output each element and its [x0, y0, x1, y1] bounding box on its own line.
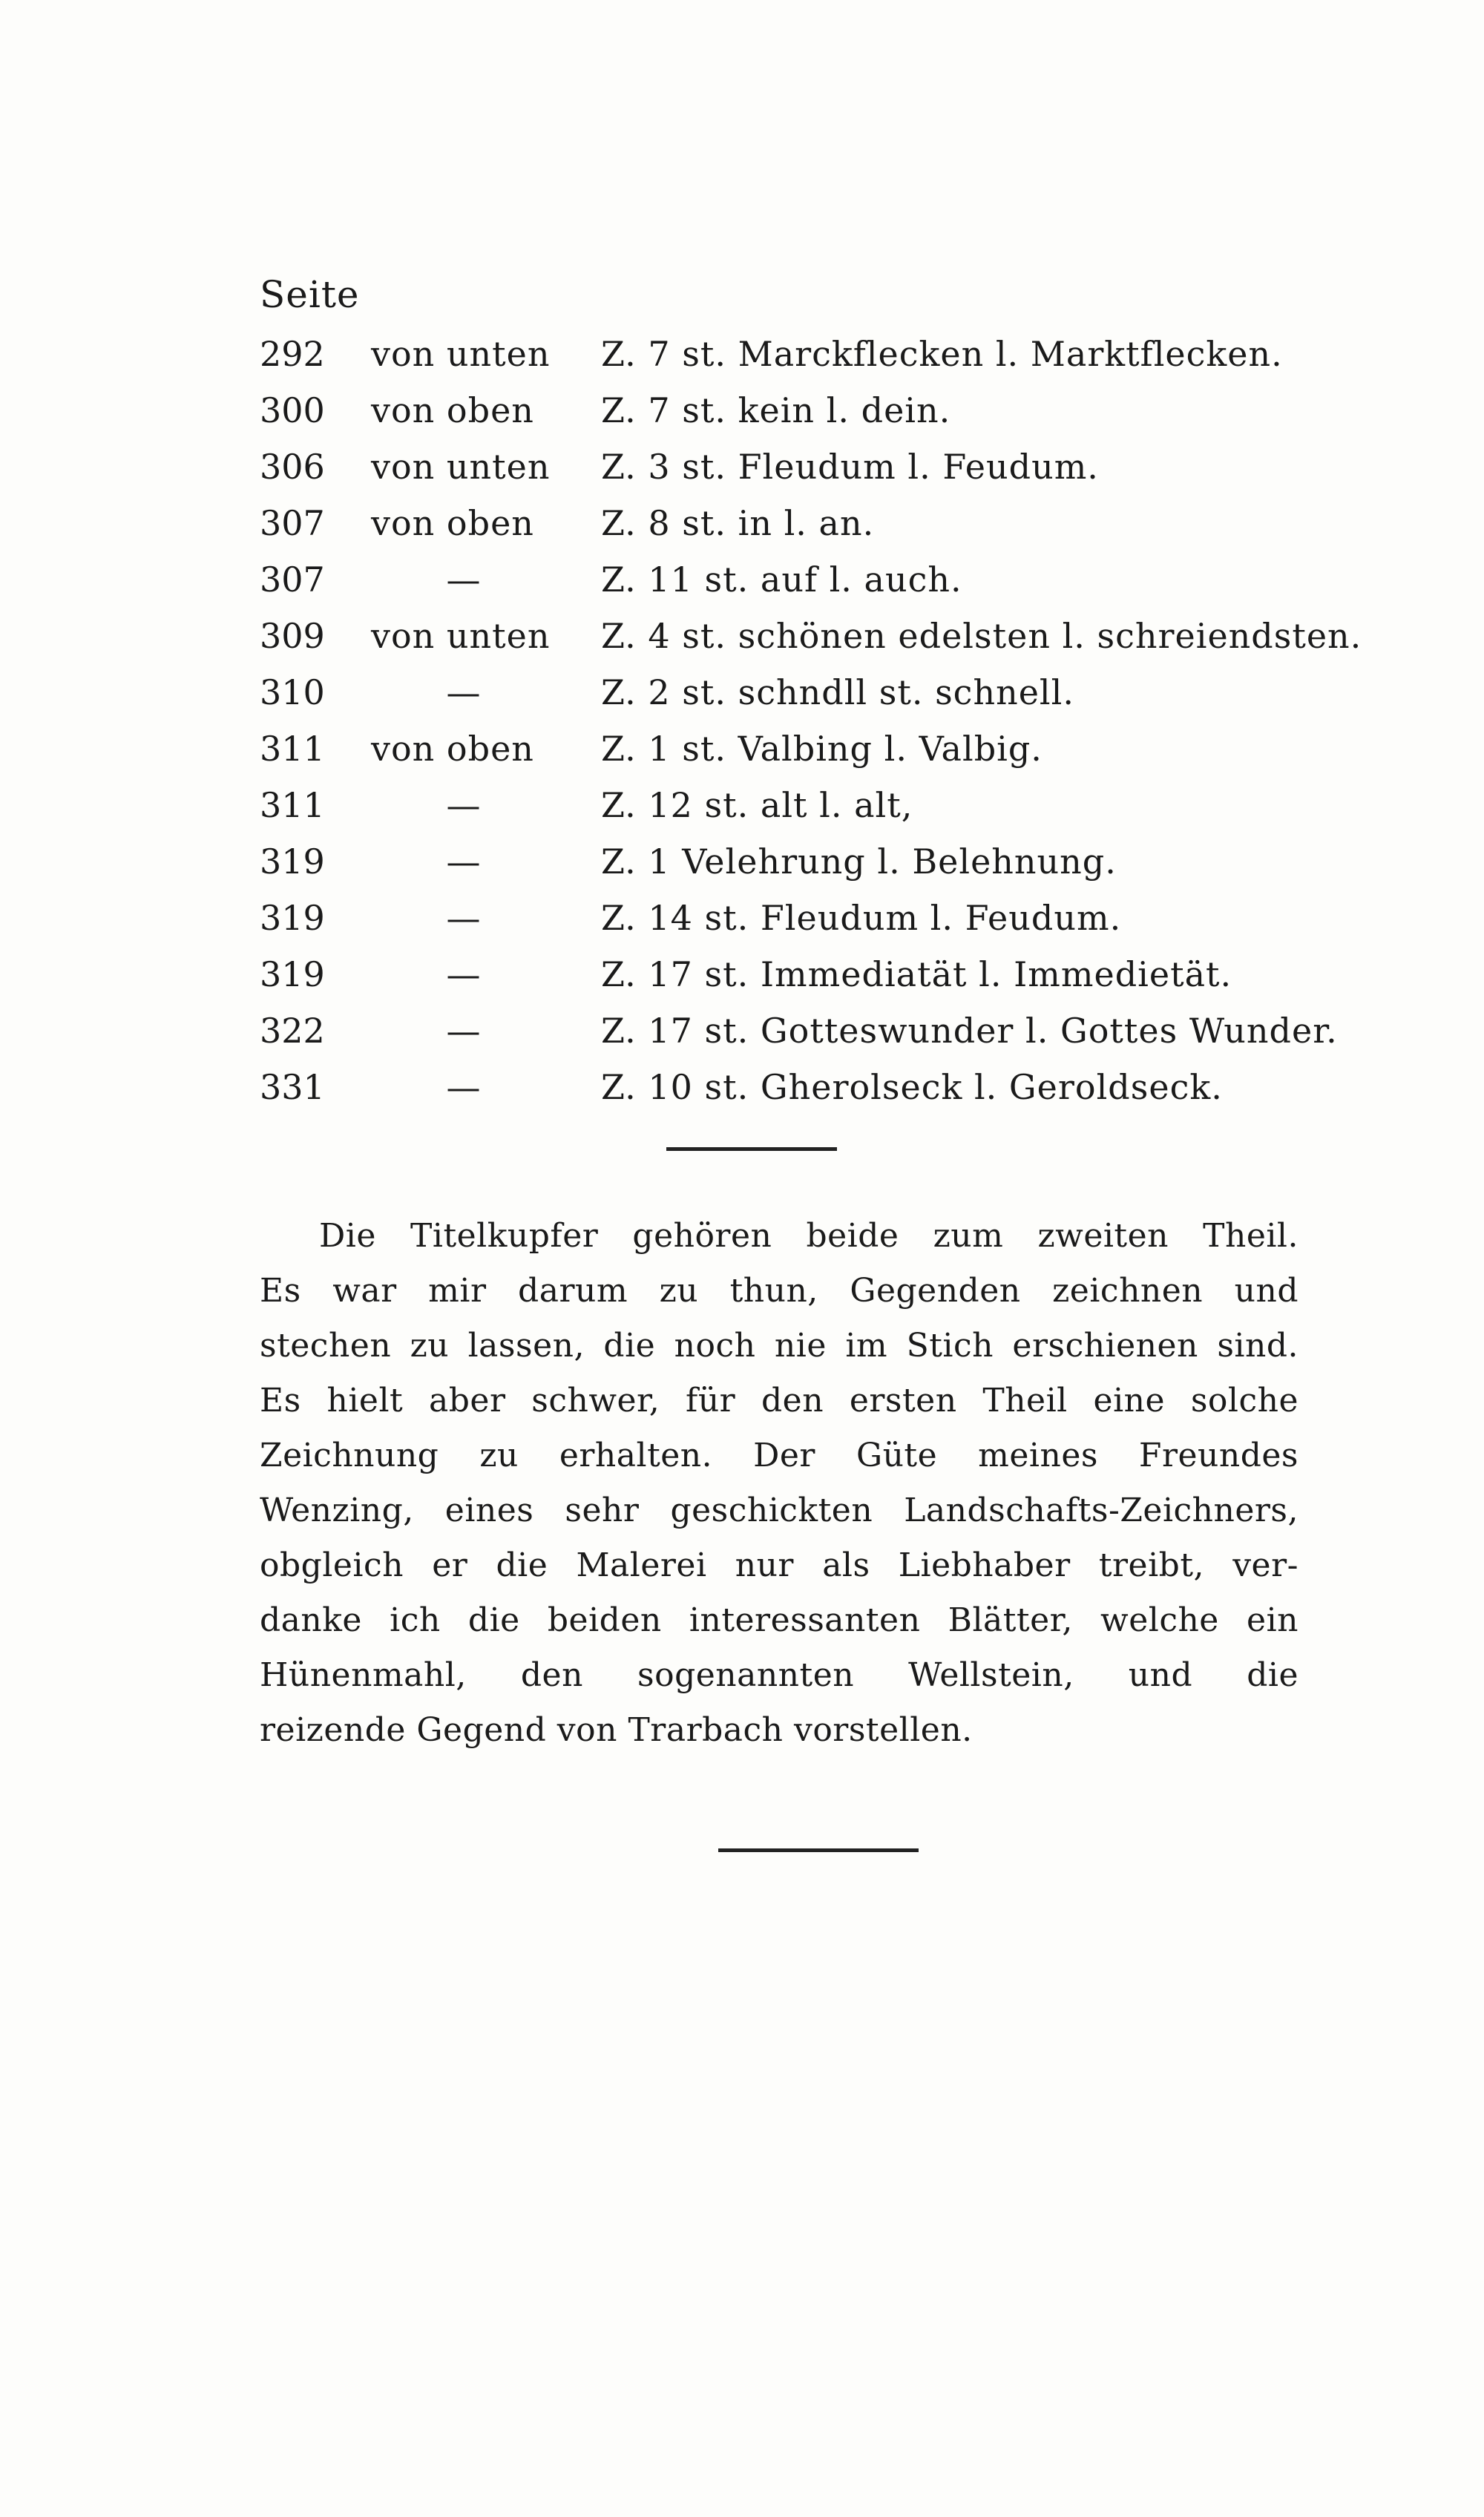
errata-page: 311	[260, 729, 325, 769]
errata-location: von oben	[371, 390, 534, 430]
errata-page: 331	[260, 1067, 325, 1107]
errata-location: von unten	[371, 447, 551, 487]
errata-row	[260, 334, 1298, 390]
errata-correction: Z. 3 st. Fleudum l. Feudum.	[601, 447, 1099, 487]
paragraph-line: Es hielt aber schwer, für den ersten Theil eine solche	[260, 1382, 1298, 1420]
paragraph-line: Wenzing, eines sehr geschickten Landschafts-Zeichners,	[260, 1492, 1298, 1529]
errata-location: von oben	[371, 503, 534, 543]
paragraph-line: reizende Gegend von Trarbach vorstellen.	[260, 1711, 973, 1749]
errata-page: 300	[260, 390, 325, 430]
errata-row	[260, 729, 1298, 785]
errata-location: von oben	[371, 729, 534, 769]
errata-location: von unten	[371, 334, 551, 374]
errata-page: 309	[260, 616, 325, 656]
errata-page: 311	[260, 785, 325, 825]
errata-location: —	[446, 1011, 482, 1051]
errata-correction: Z. 12 st. alt l. alt,	[601, 785, 913, 825]
errata-page: 306	[260, 447, 325, 487]
errata-list	[260, 334, 1362, 1123]
errata-row	[260, 841, 1298, 898]
errata-location: —	[446, 559, 482, 600]
errata-correction: Z. 4 st. schönen edelsten l. schreiendsten.	[601, 616, 1362, 656]
errata-location: —	[446, 954, 482, 994]
errata-row	[260, 672, 1298, 729]
errata-page: 322	[260, 1011, 325, 1051]
errata-correction: Z. 7 st. Marckflecken l. Marktflecken.	[601, 334, 1283, 374]
paragraph-line: Zeichnung zu erhalten. Der Güte meines Freundes	[260, 1437, 1298, 1474]
errata-correction: Z. 8 st. in l. an.	[601, 503, 875, 543]
errata-correction: Z. 17 st. Gotteswunder l. Gottes Wunder.	[601, 1011, 1338, 1051]
errata-row	[260, 559, 1298, 616]
errata-correction: Z. 1 st. Valbing l. Valbig.	[601, 729, 1043, 769]
errata-location: —	[446, 898, 482, 938]
errata-page: 307	[260, 503, 325, 543]
divider-rule	[666, 1147, 837, 1151]
errata-row	[260, 390, 1298, 447]
errata-correction: Z. 11 st. auf l. auch.	[601, 559, 962, 600]
paragraph-line: Hünenmahl, den sogenannten Wellstein, und die	[260, 1656, 1298, 1694]
paragraph-line: obgleich er die Malerei nur als Liebhaber treibt, ver-	[260, 1546, 1298, 1584]
errata-correction: Z. 2 st. schndll st. schnell.	[601, 672, 1074, 712]
paragraph-line: danke ich die beiden interessanten Blätter, welche ein	[260, 1601, 1298, 1639]
errata-page: 292	[260, 334, 325, 374]
errata-row	[260, 898, 1298, 954]
note-paragraph	[260, 1217, 1298, 1766]
errata-page: 307	[260, 559, 325, 600]
errata-page: 319	[260, 841, 325, 882]
errata-correction: Z. 17 st. Immediatät l. Immedietät.	[601, 954, 1232, 994]
errata-row	[260, 954, 1298, 1011]
errata-correction: Z. 7 st. kein l. dein.	[601, 390, 951, 430]
errata-location: —	[446, 1067, 482, 1107]
errata-location: —	[446, 785, 482, 825]
errata-correction: Z. 14 st. Fleudum l. Feudum.	[601, 898, 1122, 938]
errata-correction: Z. 1 Velehrung l. Belehnung.	[601, 841, 1117, 882]
page-header: Seite	[260, 273, 360, 316]
errata-row	[260, 1011, 1338, 1067]
paragraph-line: stechen zu lassen, die noch nie im Stich erschienen sind.	[260, 1327, 1298, 1365]
errata-row	[260, 785, 1298, 841]
end-rule	[718, 1848, 919, 1852]
paragraph-line: Es war mir darum zu thun, Gegenden zeichnen und	[260, 1272, 1298, 1310]
errata-page: 319	[260, 954, 325, 994]
errata-location: —	[446, 841, 482, 882]
errata-correction: Z. 10 st. Gherolseck l. Geroldseck.	[601, 1067, 1223, 1107]
errata-row	[260, 447, 1298, 503]
errata-page: 310	[260, 672, 325, 712]
paragraph-line: Die Titelkupfer gehören beide zum zweiten Theil.	[319, 1217, 1298, 1255]
errata-row	[260, 503, 1298, 559]
errata-row	[260, 1067, 1298, 1123]
errata-row	[260, 616, 1362, 672]
errata-page: 319	[260, 898, 325, 938]
errata-location: von unten	[371, 616, 551, 656]
errata-location: —	[446, 672, 482, 712]
